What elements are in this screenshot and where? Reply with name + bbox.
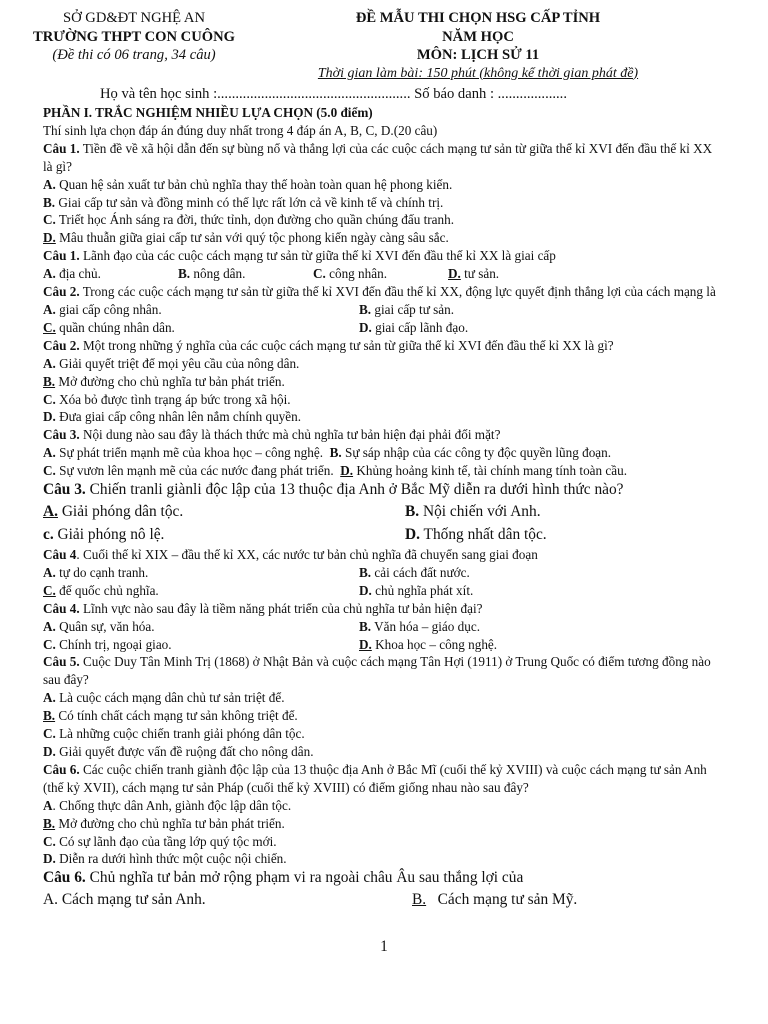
option: C. Xóa bỏ được tình trạng áp bức trong xã hội. xyxy=(43,391,291,407)
question xyxy=(43,600,723,618)
option: D. giai cấp lãnh đạo. xyxy=(359,319,469,335)
option-row xyxy=(43,564,723,582)
option: C. Có sự lãnh đạo của tầng lớp quý tộc mới. xyxy=(43,833,277,849)
option: D. Mâu thuẫn giữa giai cấp tư sản với quý tộc phong kiến ngày càng sâu sắc. xyxy=(43,230,449,246)
question-number: Câu 3. xyxy=(43,427,80,443)
option: C. Chính trị, ngoại giao. xyxy=(43,636,172,652)
question-text: Một trong những ý nghĩa của các cuộc cách mạng tư sản từ giữa thế kỉ XVI đến đầu thế kỉ XX là gì? xyxy=(79,337,614,353)
option: A. tự do cạnh tranh. xyxy=(43,564,149,580)
question-text: Lãnh đạo của các cuộc cách mạng tư sản từ giữa thế kỉ XVI đến đầu thế kỉ XX là giai cấp xyxy=(79,248,556,264)
option: B. giai cấp tư sản. xyxy=(359,301,455,317)
option: A. Cách mạng tư sản Anh. xyxy=(43,891,206,909)
exam-title: ĐỀ MẪU THI CHỌN HSG CẤP TỈNH xyxy=(355,10,601,26)
option: A. Quân sự, văn hóa. xyxy=(43,618,155,634)
question-number: Câu 1. xyxy=(43,140,80,156)
student-info-line: Họ và tên học sinh :..................................................... Số báo danh : ................... xyxy=(100,86,567,102)
question-number: Câu 6. xyxy=(43,869,86,887)
option-row xyxy=(43,319,723,337)
option-row: C. Sự vươn lên mạnh mẽ của các nước đang phát triển. D. Khủng hoảng kinh tế, tài chính mang tính toàn cầu. xyxy=(43,463,628,479)
option: D. tư sản. xyxy=(448,266,500,282)
question-text: Chủ nghĩa tư bản mở rộng phạm vi ra ngoài châu Âu sau thắng lợi của xyxy=(85,869,524,887)
option: B. Có tính chất cách mạng tư sản không triệt để. xyxy=(43,708,298,724)
option: B. Mở đường cho chủ nghĩa tư bản phát triển. xyxy=(43,373,285,389)
question-text: Tiền đề về xã hội dẫn đến sự bùng nổ và thắng lợi của các cuộc cách mạng tư sản từ giữa thế kỉ XVI đến đầu thế kỉ XX là gì? xyxy=(43,140,713,174)
question xyxy=(43,140,723,176)
option-row: A. Sự phát triển mạnh mẽ của khoa học – công nghệ. B. Sự sáp nhập của các công ty độc quyền lũng đoạn. xyxy=(43,445,612,461)
question xyxy=(43,653,723,689)
option-row xyxy=(43,500,723,523)
question-text: . Cuối thế kỉ XIX – đầu thế kỉ XX, các nước tư bản chủ nghĩa đã chuyển sang giai đoạn xyxy=(76,547,538,563)
header-left xyxy=(14,9,254,65)
option: A. giai cấp công nhân. xyxy=(43,301,162,317)
option-row xyxy=(43,636,723,654)
section-instruction: Thí sinh lựa chọn đáp án đúng duy nhất trong 4 đáp án A, B, C, D.(20 câu) xyxy=(43,122,438,138)
subject: MÔN: LỊCH SỬ 11 xyxy=(416,47,540,63)
question-number: Câu 5. xyxy=(43,654,80,670)
department-name: SỞ GD&ĐT NGHỆ AN xyxy=(62,10,206,26)
option: D. Diễn ra dưới hình thức một cuộc nội chiến. xyxy=(43,851,287,867)
option: B. Giai cấp tư sản và đồng minh có thế lực rất lớn cả về kinh tế và chính trị. xyxy=(43,194,444,210)
option: B. Mở đường cho chủ nghĩa tư bản phát triển. xyxy=(43,815,285,831)
option: B. cải cách đất nước. xyxy=(359,564,470,580)
option: D. Khoa học – công nghệ. xyxy=(359,636,498,652)
option-row xyxy=(43,301,723,319)
question-text: Nội dung nào sau đây là thách thức mà chủ nghĩa tư bản hiện đại phải đối mặt? xyxy=(79,427,501,443)
question-number: Câu 3. xyxy=(43,481,86,499)
option: c. Giải phóng nô lệ. xyxy=(43,526,165,544)
question-text: Cuộc Duy Tân Minh Trị (1868) ở Nhật Bản và cuộc cách mạng Tân Hợi (1911) ở Trung Quốc có điểm tương đồng nào sau đây? xyxy=(43,654,711,688)
question xyxy=(43,480,723,500)
option: B. Văn hóa – giáo dục. xyxy=(359,618,480,634)
option-row xyxy=(43,523,723,546)
option: C. Triết học Ánh sáng ra đời, thức tỉnh, dọn đường cho quần chúng đấu tranh. xyxy=(43,212,454,228)
page-count-note: (Đề thi có 06 trang, 34 câu) xyxy=(52,47,216,63)
option: C. đế quốc chủ nghĩa. xyxy=(43,582,159,598)
time-limit: Thời gian làm bài: 150 phút (không kể thời gian phát đề) xyxy=(317,65,639,81)
question-text: Trong các cuộc cách mạng tư sản từ giữa thế kỉ XVI đến đầu thế kỉ XX, động lực quyết định thắng lợi của cách mạng là xyxy=(79,284,716,300)
question-number: Câu 6. xyxy=(43,761,80,777)
option: C. quần chúng nhân dân. xyxy=(43,319,175,335)
header-right xyxy=(262,9,694,83)
option: D. Đưa giai cấp công nhân lên nắm chính quyền. xyxy=(43,409,302,425)
option-row xyxy=(43,618,723,636)
question-text: Các cuộc chiến tranh giành độc lập của 13 thuộc địa Anh ở Bắc Mĩ (cuối thế kỷ XVIII) và cuộc cách mạng tư sản Anh (thế kỷ XVII), cách mạng tư sản Pháp (cuối thế kỷ XVIII) có điểm giống nhau nào sau đây? xyxy=(43,761,707,795)
section-title: PHẦN I. TRẮC NGHIỆM NHIỀU LỰA CHỌN (5.0 điểm) xyxy=(43,105,373,120)
question xyxy=(43,761,723,797)
option: A. địa chủ. xyxy=(43,266,101,282)
question xyxy=(43,426,723,444)
question-number: Câu 2. xyxy=(43,284,80,300)
question-text: Lĩnh vực nào sau đây là tiềm năng phát triển của chủ nghĩa tư bản hiện đại? xyxy=(79,600,483,616)
option: A. Chống thực dân Anh, giành độc lập dân tộc. xyxy=(43,797,292,813)
option: A. Quan hệ sản xuất tư bản chủ nghĩa thay thế hoàn toàn quan hệ phong kiến. xyxy=(43,176,453,192)
question-number: Câu 2. xyxy=(43,337,80,353)
question-number: Câu 1. xyxy=(43,248,80,264)
option: A. Giải phóng dân tộc. xyxy=(43,503,184,521)
option: B. Cách mạng tư sản Mỹ. xyxy=(412,891,578,909)
question xyxy=(43,868,723,888)
option: C. Là những cuộc chiến tranh giải phóng dân tộc. xyxy=(43,726,305,742)
option: B. Nội chiến với Anh. xyxy=(405,503,541,521)
school-year: NĂM HỌC xyxy=(442,28,514,45)
option-row xyxy=(43,888,723,911)
option: A. Là cuộc cách mạng dân chủ tư sản triệt để. xyxy=(43,690,285,706)
question-number: Câu 4 xyxy=(43,547,77,563)
question-text: Chiến tranli giànli độc lập của 13 thuộc địa Anh ở Bắc Mỹ diễn ra dưới hình thức nào? xyxy=(85,481,624,499)
option: D. Giải quyết được vấn đề ruộng đất cho nông dân. xyxy=(43,744,314,759)
option-row xyxy=(43,582,723,600)
question xyxy=(43,247,723,265)
exam-content xyxy=(43,104,723,911)
option: A. Giải quyết triệt để mọi yêu cầu của nông dân. xyxy=(43,355,300,371)
option-row xyxy=(43,265,723,283)
option: B. nông dân. xyxy=(178,266,246,282)
option: C. công nhân. xyxy=(313,266,387,282)
question xyxy=(43,283,723,301)
page-number: 1 xyxy=(380,938,388,955)
question xyxy=(43,546,723,564)
school-name: TRƯỜNG THPT CON CUÔNG xyxy=(32,28,236,45)
question-number: Câu 4. xyxy=(43,600,80,616)
option: D. Thống nhất dân tộc. xyxy=(405,526,547,544)
question xyxy=(43,337,723,355)
option: D. chủ nghĩa phát xít. xyxy=(359,582,474,598)
